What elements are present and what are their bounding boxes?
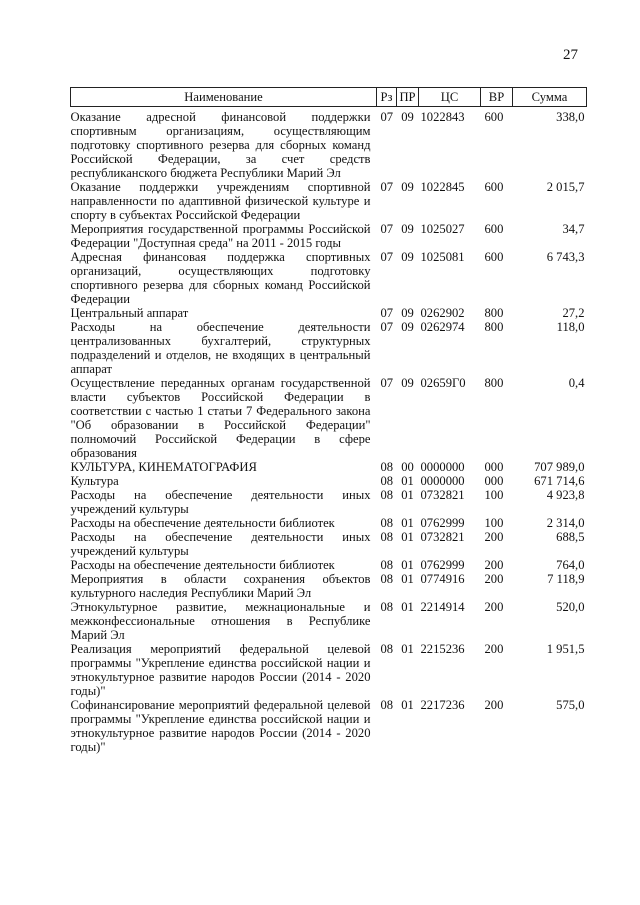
row-rz: 08: [380, 474, 394, 488]
row-name: Мероприятия в области сохранения объектов культурного наследия Республики Марий Эл: [70, 572, 371, 600]
row-cs: 0732821: [420, 488, 465, 502]
row-sum: 6 743,3: [546, 250, 585, 264]
table-row: [71, 530, 587, 558]
row-sum: 1 951,5: [546, 642, 585, 656]
row-cs: 0762999: [420, 516, 465, 530]
row-vr: 100: [484, 516, 504, 530]
table-row: [71, 558, 587, 572]
row-name: Расходы на обеспечение деятельности библиотек: [70, 516, 335, 530]
row-sum: 764,0: [556, 558, 585, 572]
row-pr: 01: [401, 530, 414, 544]
row-cs: 0000000: [420, 460, 465, 474]
row-vr: 200: [484, 530, 504, 544]
row-pr: 09: [401, 376, 414, 390]
row-pr: 09: [401, 306, 414, 320]
row-cs: 1025027: [420, 222, 465, 236]
row-sum: 707 989,0: [534, 460, 585, 474]
row-cs: 1025081: [420, 250, 465, 264]
row-cs: 1022845: [420, 180, 465, 194]
row-name: Этнокультурное развитие, межнациональные и межконфессиональные отношения в Республике Марий Эл: [70, 600, 371, 642]
row-sum: 575,0: [556, 698, 585, 712]
table-row: [71, 488, 587, 516]
row-name: Софинансирование мероприятий федеральной целевой программы "Укрепление единства российской нации и этнокультурное развитие народов России (2014 - 2020 годы)": [70, 698, 371, 754]
row-cs: 0262974: [420, 320, 465, 334]
row-vr: 200: [484, 642, 504, 656]
table-row: [71, 376, 587, 460]
page-number: 27: [563, 47, 578, 63]
row-cs: 2215236: [420, 642, 465, 656]
row-name: Культура: [70, 474, 119, 488]
row-pr: 01: [401, 600, 414, 614]
row-pr: 09: [401, 110, 414, 124]
table-row: [71, 516, 587, 530]
table-header-row: [71, 88, 587, 107]
row-name: Расходы на обеспечение деятельности централизованных бухгалтерий, структурных подразделений и отделов, не входящих в центральный аппарат: [70, 320, 371, 376]
row-vr: 200: [484, 600, 504, 614]
row-sum: 671 714,6: [534, 474, 585, 488]
row-rz: 08: [380, 530, 394, 544]
row-vr: 200: [484, 558, 504, 572]
row-rz: 08: [380, 558, 394, 572]
row-pr: 01: [401, 698, 414, 712]
table-row: [71, 698, 587, 754]
table-row: [71, 306, 587, 320]
row-sum: 34,7: [562, 222, 585, 236]
row-pr: 01: [401, 474, 414, 488]
row-vr: 600: [484, 222, 504, 236]
row-name: Расходы на обеспечение деятельности библиотек: [70, 558, 335, 572]
row-sum: 338,0: [556, 110, 585, 124]
row-vr: 600: [484, 250, 504, 264]
row-rz: 08: [380, 642, 394, 656]
row-name: Реализация мероприятий федеральной целевой программы "Укрепление единства российской нации и этнокультурное развитие народов России (2014 - 2020 годы)": [70, 642, 371, 698]
budget-table: [70, 87, 587, 754]
row-vr: 000: [484, 460, 504, 474]
row-name: Адресная финансовая поддержка спортивных организаций, осуществляющих подготовку спортивного резерва для сборных команд Российской Федерации: [70, 250, 371, 306]
table-row: [71, 572, 587, 600]
row-rz: 08: [380, 516, 394, 530]
row-vr: 600: [484, 180, 504, 194]
row-name: КУЛЬТУРА, КИНЕМАТОГРАФИЯ: [70, 460, 257, 474]
row-sum: 118,0: [556, 320, 585, 334]
table-row: [71, 320, 587, 376]
row-sum: 0,4: [568, 376, 585, 390]
row-cs: 0774916: [420, 572, 465, 586]
row-vr: 600: [484, 110, 504, 124]
row-pr: 01: [401, 642, 414, 656]
row-name: Расходы на обеспечение деятельности иных учреждений культуры: [70, 488, 371, 516]
row-sum: 520,0: [556, 600, 585, 614]
row-sum: 2 314,0: [546, 516, 585, 530]
row-cs: 0262902: [420, 306, 465, 320]
row-vr: 200: [484, 698, 504, 712]
row-pr: 01: [401, 558, 414, 572]
header-pr: ПР: [397, 88, 419, 107]
row-name: Мероприятия государственной программы Российской Федерации "Доступная среда" на 2011 - 2015 годы: [70, 222, 371, 250]
row-sum: 2 015,7: [546, 180, 585, 194]
row-rz: 07: [380, 110, 394, 124]
row-rz: 08: [380, 488, 394, 502]
table-row: [71, 474, 587, 488]
row-pr: 09: [401, 250, 414, 264]
row-pr: 09: [401, 180, 414, 194]
row-rz: 08: [380, 600, 394, 614]
row-cs: 0000000: [420, 474, 465, 488]
row-pr: 01: [401, 572, 414, 586]
header-rz: Рз: [377, 88, 397, 107]
table-row: [71, 180, 587, 222]
row-vr: 800: [484, 306, 504, 320]
row-pr: 01: [401, 516, 414, 530]
table-row: [71, 600, 587, 642]
row-cs: 02659Г0: [420, 376, 466, 390]
row-rz: 07: [380, 320, 394, 334]
row-name: Центральный аппарат: [70, 306, 189, 320]
row-rz: 07: [380, 180, 394, 194]
row-rz: 07: [380, 306, 394, 320]
row-rz: 08: [380, 698, 394, 712]
row-name: Расходы на обеспечение деятельности иных учреждений культуры: [70, 530, 371, 558]
row-pr: 09: [401, 320, 414, 334]
row-name: Оказание поддержки учреждениям спортивной направленности по адаптивной физической культуре и спорту в субъектах Российской Федерации: [70, 180, 371, 222]
table-row: [71, 642, 587, 698]
row-rz: 07: [380, 250, 394, 264]
row-name: Осуществление переданных органам государственной власти субъектов Российской Федерации в соответствии с частью 1 статьи 7 Федерального закона "Об образовании в Российской Федерации" полномочий Российской Федерации в сфере образования: [70, 376, 371, 460]
header-sum: Сумма: [513, 88, 587, 107]
table-row: [71, 107, 587, 181]
row-rz: 08: [380, 572, 394, 586]
row-rz: 08: [380, 460, 394, 474]
row-vr: 800: [484, 376, 504, 390]
row-cs: 1022843: [420, 110, 465, 124]
row-cs: 0732821: [420, 530, 465, 544]
header-cs: ЦС: [419, 88, 481, 107]
row-name: Оказание адресной финансовой поддержки спортивным организациям, осуществляющим подготовку спортивного резерва для сборных команд Российской Федерации, за счет средств республиканского бюджета Республики Марий Эл: [70, 110, 371, 180]
row-vr: 000: [484, 474, 504, 488]
row-pr: 00: [401, 460, 414, 474]
row-pr: 09: [401, 222, 414, 236]
row-cs: 0762999: [420, 558, 465, 572]
row-pr: 01: [401, 488, 414, 502]
table-row: [71, 460, 587, 474]
table-row: [71, 250, 587, 306]
header-name: Наименование: [71, 88, 377, 107]
row-vr: 800: [484, 320, 504, 334]
header-vr: ВР: [481, 88, 513, 107]
row-sum: 7 118,9: [547, 572, 585, 586]
row-sum: 27,2: [562, 306, 585, 320]
row-rz: 07: [380, 222, 394, 236]
table-row: [71, 222, 587, 250]
row-rz: 07: [380, 376, 394, 390]
row-vr: 200: [484, 572, 504, 586]
row-cs: 2214914: [420, 600, 465, 614]
row-cs: 2217236: [420, 698, 465, 712]
row-sum: 4 923,8: [546, 488, 585, 502]
row-vr: 100: [484, 488, 504, 502]
row-sum: 688,5: [556, 530, 585, 544]
